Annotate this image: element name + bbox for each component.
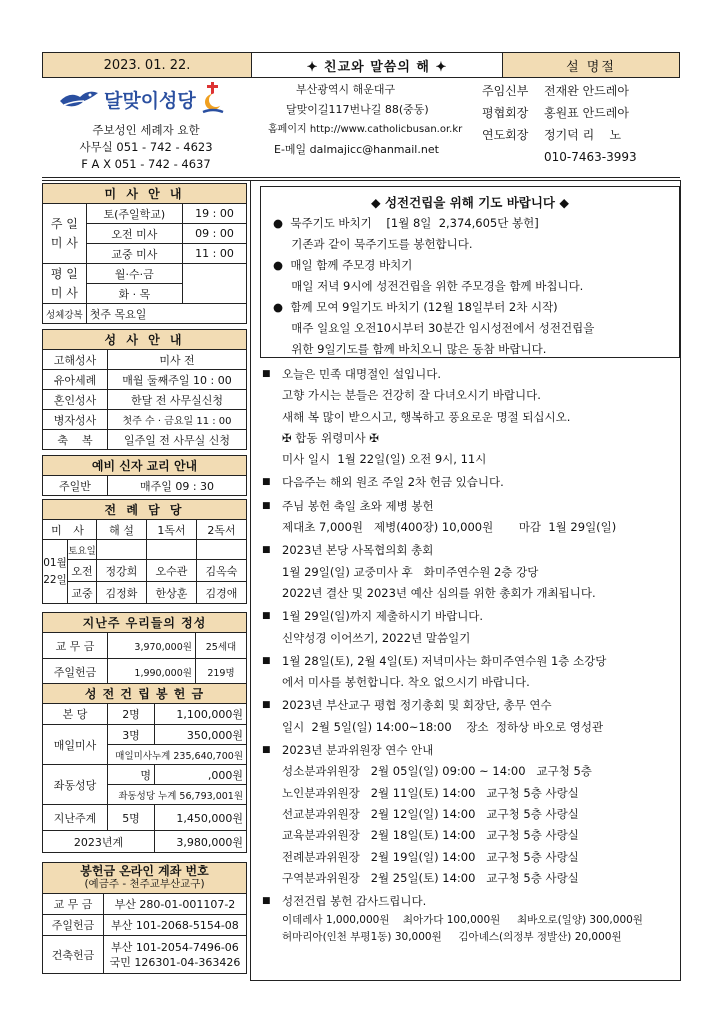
header-bar [42,52,680,78]
fund-amount: 1,450,000원 [155,805,247,831]
notice-line: 새해 복 많이 받으시고, 행복하고 풍요로운 명절 되십시오. [282,409,571,424]
weekday-mass-label: 평 일 미 사 [43,264,87,304]
ministry-cell: 정강희 [97,560,147,582]
notice-heading: ■ 주님 봉헌 축일 초와 제병 봉헌 [262,496,682,517]
ministry-title: 전 례 담 당 [43,500,247,520]
moon-cross-icon [200,82,226,116]
notice-line: 성소분과위원장 2월 05일(일) 09:00 ~ 14:00 교구청 5층 [282,764,592,779]
notice-line: 전례분과위원장 2월 19일(일) 14:00 교구청 5층 사랑실 [282,849,579,864]
homepage-url[interactable]: 홈페이지 http://www.catholicbusan.or.kr [268,124,463,135]
contact-phone: 010-7463-3993 [544,150,637,164]
notice-line: 일시 2월 5일(일) 14:00~18:00 장소 정하상 바오로 영성관 [282,719,604,734]
issue-date: 2023. 01. 22. [43,53,252,77]
column-divider [250,180,251,980]
notice-line: 고향 가시는 분들은 건강히 잘 다녀오시기 바랍니다. [282,388,541,403]
prayer-line: 위한 9일기도를 함께 바치오니 많은 동참 바랍니다. [273,342,547,356]
fund-name: 매일미사 [43,725,108,765]
staff-row [482,102,682,124]
account-name: 건축헌금 [43,936,104,974]
prayer-line: ● 묵주기도 바치기 [1월 8일 2,374,605단 봉헌] [273,216,539,230]
account-number: 부산 280-01-001107-2 [104,894,247,915]
weekday-days: 월·수·금 [86,264,182,284]
fund-amount: 350,000원 [155,725,247,745]
notice-line: 교육분과위원장 2월 18일(토) 14:00 교구청 5층 사랑실 [282,828,579,843]
office-phone: 사무실 051 - 742 - 4623 [79,140,213,154]
fund-amount: ,000원 [155,765,247,785]
staff-role: 주임신부 [482,84,529,98]
notice-line: 구역분과위원장 2월 25일(토) 14:00 교구청 5층 사랑실 [282,870,579,885]
parish-logo [58,82,226,116]
notice-heading: ■ 2023년 분과위원장 연수 안내 [262,740,682,761]
notice-heading: ■ 1월 28일(토), 2월 4일(토) 저녁미사는 화미주연수원 1층 소강당 [262,651,682,672]
sacrament-name: 병자성사 [43,410,108,430]
feast-title: 설 명절 [566,59,616,75]
weekday-days: 화 · 목 [86,284,182,304]
prayer-line: 기존과 같이 묵주기도를 봉헌합니다. [273,237,473,251]
address-city: 부산광역시 해운대구 [296,83,396,96]
ministry-cell: 김옥숙 [197,560,247,582]
ministry-cell: 김경애 [197,582,247,604]
prayer-box [260,186,680,358]
notice-line: 선교분과위원장 2월 12일(일) 14:00 교구청 5층 사랑실 [282,806,579,821]
offering-title: 지난주 우리들의 정성 [43,613,247,633]
offering-count: 219명 [195,659,246,685]
sacrament-value: 미사 전 [108,350,247,370]
parish-info [42,122,250,173]
notice-heading: ■ 오늘은 민족 대명절인 설입니다. [262,364,682,385]
fund-count: 5명 [108,805,155,831]
ministry-header: 해 설 [97,520,147,540]
offering-amount: 3,970,000원 [108,633,196,659]
offering-name: 주일헌금 [43,659,108,685]
ministry-date: 01월 22일 [43,540,68,604]
catechism-name: 주일반 [43,476,108,496]
fund-name: 본 당 [43,704,108,725]
notice-line: 노인분과위원장 2월 11일(토) 14:00 교구청 5층 사랑실 [282,785,579,800]
adoration-label: 성체강복 [43,304,87,324]
notice-line: 1월 29일(일) 교중미사 후 화미주연수원 2층 강당 [282,564,539,579]
ministry-header: 1독서 [147,520,197,540]
staff-role: 평협회장 [482,106,529,120]
ministry-mass: 교중 [68,582,97,604]
ministry-cell [147,540,197,560]
weekday-blank [182,264,246,284]
notice-heading: ■ 1월 29일(일)까지 제출하시기 바랍니다. [262,606,682,627]
prayer-line: 매주 일요일 오전10시부터 30분간 임시성전에서 성전건립을 [273,321,595,335]
offering-name: 교 무 금 [43,633,108,659]
notice-heading: ■ 다음주는 해외 원조 주일 2차 헌금 있습니다. [262,472,682,493]
parish-name: 달맞이성당 [104,89,196,112]
notice-heading: ■ 성전건립 봉헌 감사드립니다. [262,891,682,912]
account-name: 교 무 금 [43,894,104,915]
fund-cumulative: 좌동성당 누계 56,793,001원 [108,785,247,805]
fund-count: 명 [108,765,155,785]
fund-count: 3명 [108,725,155,745]
notice-line: 허마리아(인천 부평1동) 30,000원 김아녜스(의정부 정발산) 20,000원 [282,931,622,944]
notice-line: 미사 일시 1월 22일(일) 오전 9시, 11시 [282,452,487,467]
sacraments-title: 성 사 안 내 [43,330,247,350]
fund-amount: 3,980,000원 [155,831,247,853]
account-number: 국민 126301-04-363426 [109,955,241,969]
notices-list [262,364,682,946]
address-block [268,80,478,160]
ministry-cell [197,540,247,560]
account-numbers [104,936,247,974]
sacrament-value: 한달 전 사무실신청 [108,390,247,410]
accounts-title-cell [43,863,247,894]
mass-name: 교중 미사 [86,244,182,264]
accounts-table [42,862,247,974]
header-divider [42,180,680,181]
sacrament-name: 축 복 [43,430,108,450]
staff-row [482,80,682,102]
prayer-title: ◆ 성전건립을 위해 기도 바랍니다 ◆ [371,195,569,210]
fund-count: 2명 [108,704,155,725]
account-number: 부산 101-2054-7496-06 [111,940,239,954]
mass-time: 11 : 00 [182,244,246,264]
notice-line: ✠ 합동 위령미사 ✠ [282,430,379,445]
staff-row [482,146,682,168]
ministry-cell: 김정화 [97,582,147,604]
fund-name: 좌동성당 [43,765,108,805]
sacrament-name: 유아세례 [43,370,108,390]
mass-table [42,183,247,324]
accounts-title: 봉헌금 온라인 계좌 번호 [80,864,209,878]
staff-block [482,80,682,168]
fax-number: F A X 051 - 742 - 4637 [81,157,211,171]
mass-name: 토(주일학교) [86,204,182,224]
offering-amount: 1,990,000원 [108,659,196,685]
ministry-mass: 토요일 [68,540,97,560]
notice-line: 2022년 결산 및 2023년 예산 심의를 위한 총회가 개최됩니다. [282,585,596,600]
catechism-title: 예비 신자 교리 안내 [43,456,247,476]
staff-role: 연도회장 [482,128,529,142]
notice-line: 에서 미사를 봉헌합니다. 착오 없으시기 바랍니다. [282,675,530,690]
account-name: 주일헌금 [43,915,104,936]
mass-title: 미 사 안 내 [43,184,247,204]
prayer-line: ● 함께 모여 9일기도 바치기 (12월 18일부터 2차 시작) [273,300,558,314]
offering-count: 25세대 [195,633,246,659]
prayer-lines [261,213,679,360]
staff-name: 홍원표 안드레아 [544,106,629,120]
sacraments-table [42,329,247,450]
sacrament-value: 첫주 수 · 금요일 11 : 00 [108,410,247,430]
bottom-border [250,980,681,981]
mass-time: 19 : 00 [182,204,246,224]
notice-line: 이데레사 1,000,000원 최아가다 100,000원 최바오로(일양) 300,000원 [282,914,643,927]
fund-name: 2023년계 [43,831,155,853]
notice-heading: ■ 2023년 부산교구 평협 정기총회 및 회장단, 총무 연수 [262,695,682,716]
staff-role [482,146,544,168]
ministry-header: 2독서 [197,520,247,540]
ministry-mass: 오전 [68,560,97,582]
mass-name: 오전 미사 [86,224,182,244]
staff-row [482,124,682,146]
fund-cumulative: 매일미사누계 235,640,700원 [108,745,247,765]
ministry-table [42,499,247,604]
ministry-cell: 오수관 [147,560,197,582]
sacrament-name: 고해성사 [43,350,108,370]
weekday-blank [182,284,246,304]
offering-table [42,612,247,685]
sunday-mass-label: 주 일 미 사 [43,204,87,264]
mass-time: 09 : 00 [182,224,246,244]
staff-name: 전재완 안드레아 [544,84,629,98]
ministry-header: 미 사 [43,520,97,540]
prayer-line: 매일 저녁 9시에 성전건립을 위한 주모경을 함께 바칩니다. [273,279,584,293]
account-number: 부산 101-2068-5154-08 [104,915,247,936]
sacrament-value: 일주일 전 사무실 신청 [108,430,247,450]
accounts-holder: (예금주 - 천주교부산교구) [84,878,205,890]
adoration-value: 첫주 목요일 [86,304,246,324]
sacrament-value: 매월 둘째주일 10 : 00 [108,370,247,390]
sacrament-name: 혼인성사 [43,390,108,410]
building-title: 성 전 건 립 봉 헌 금 [43,684,247,704]
header-divider [42,177,680,178]
email-address[interactable]: E-메일 dalmajicc@hanmail.net [274,143,439,156]
address-street: 달맞이길117번나길 88(중동) [286,103,429,116]
ministry-cell [97,540,147,560]
prayer-line: ● 매일 함께 주모경 바치기 [273,258,413,272]
fund-amount: 1,100,000원 [155,704,247,725]
fund-name: 지난주계 [43,805,108,831]
notice-line: 신약성경 이어쓰기, 2022년 말씀일기 [282,630,471,645]
dove-icon [58,87,100,111]
catechism-value: 매주일 09 : 30 [108,476,247,496]
patron-saint: 주보성인 세례자 요한 [92,123,200,137]
building-fund-table [42,683,247,853]
staff-name: 정기덕 리 노 [544,128,622,142]
year-motto: ✦ 친교와 말씀의 해 ✦ [252,53,503,77]
notice-line: 제대초 7,000원 제병(400장) 10,000원 마감 1월 29일(일) [282,520,617,535]
ministry-cell: 한상훈 [147,582,197,604]
catechism-table [42,455,247,496]
notice-heading: ■ 2023년 본당 사목협의회 총회 [262,540,682,561]
